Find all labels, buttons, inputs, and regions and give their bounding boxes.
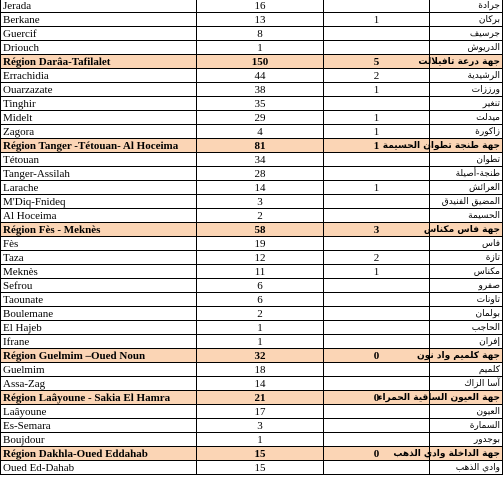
table-row (1, 335, 503, 349)
name-cell: Taza (1, 251, 197, 265)
count-cell: 18 (197, 363, 324, 377)
arabic-name-cell: جرسيف (430, 27, 503, 41)
arabic-name-cell: ورززات (430, 83, 503, 97)
count-cell: 14 (197, 181, 324, 195)
name-cell: Région Darâa-Tafilalet (1, 55, 197, 69)
count-cell: 3 (197, 195, 324, 209)
table-row (1, 237, 503, 251)
name-cell: Assa-Zag (1, 377, 197, 391)
name-cell: Taounate (1, 293, 197, 307)
name-cell: Région Dakhla-Oued Eddahab (1, 447, 197, 461)
count-cell: 8 (197, 27, 324, 41)
count-cell: 1 (197, 41, 324, 55)
name-cell: Région Guelmim –Oued Noun (1, 349, 197, 363)
table-row (1, 279, 503, 293)
name-cell: Ifrane (1, 335, 197, 349)
name-cell: Région Laâyoune - Sakia El Hamra (1, 391, 197, 405)
count-cell: 1 (197, 321, 324, 335)
name-cell: Laâyoune (1, 405, 197, 419)
secondary-count-cell (324, 153, 430, 167)
secondary-count-cell (324, 209, 430, 223)
secondary-count-cell (324, 321, 430, 335)
arabic-name-cell: ميدلت (430, 111, 503, 125)
count-cell: 28 (197, 167, 324, 181)
name-cell: Larache (1, 181, 197, 195)
name-cell: Driouch (1, 41, 197, 55)
count-cell: 6 (197, 279, 324, 293)
secondary-count-cell (324, 97, 430, 111)
region-row (1, 55, 503, 69)
name-cell: Guelmim (1, 363, 197, 377)
region-row (1, 139, 503, 153)
name-cell: Tanger-Assilah (1, 167, 197, 181)
secondary-count-cell: 3 (324, 223, 430, 237)
secondary-count-cell: 1 (324, 181, 430, 195)
count-cell: 15 (197, 461, 324, 475)
count-cell: 32 (197, 349, 324, 363)
arabic-name-cell: فاس (430, 237, 503, 251)
secondary-count-cell (324, 335, 430, 349)
arabic-name-cell: كلميم (430, 363, 503, 377)
count-cell: 34 (197, 153, 324, 167)
arabic-name-cell: العيون (430, 405, 503, 419)
table-row (1, 153, 503, 167)
arabic-name-cell: إفران (430, 335, 503, 349)
name-cell: Oued Ed-Dahab (1, 461, 197, 475)
table-row (1, 13, 503, 27)
secondary-count-cell: 1 (324, 83, 430, 97)
region-row (1, 447, 503, 461)
secondary-count-cell: 1 (324, 125, 430, 139)
secondary-count-cell (324, 0, 430, 13)
arabic-name-cell: العرائش (430, 181, 503, 195)
name-cell: Tinghir (1, 97, 197, 111)
arabic-name-cell: بركان (430, 13, 503, 27)
secondary-count-cell (324, 195, 430, 209)
count-cell: 19 (197, 237, 324, 251)
name-cell: Guercif (1, 27, 197, 41)
count-cell: 1 (197, 433, 324, 447)
count-cell: 38 (197, 83, 324, 97)
name-cell: Berkane (1, 13, 197, 27)
table-row (1, 41, 503, 55)
secondary-count-cell (324, 363, 430, 377)
arabic-name-cell: وادي الذهب (430, 461, 503, 475)
table-row (1, 97, 503, 111)
secondary-count-cell: 5 (324, 55, 430, 69)
name-cell: Boujdour (1, 433, 197, 447)
table-row (1, 0, 503, 13)
secondary-count-cell: 0 (324, 349, 430, 363)
secondary-count-cell (324, 27, 430, 41)
arabic-name-cell: الرشيدية (430, 69, 503, 83)
secondary-count-cell (324, 307, 430, 321)
count-cell: 11 (197, 265, 324, 279)
count-cell: 13 (197, 13, 324, 27)
secondary-count-cell (324, 237, 430, 251)
count-cell: 29 (197, 111, 324, 125)
region-row (1, 391, 503, 405)
secondary-count-cell (324, 377, 430, 391)
secondary-count-cell (324, 279, 430, 293)
name-cell: Tétouan (1, 153, 197, 167)
count-cell: 21 (197, 391, 324, 405)
table-row (1, 419, 503, 433)
arabic-name-cell: جهة درعة تافيلالت (430, 55, 503, 69)
count-cell: 58 (197, 223, 324, 237)
count-cell: 35 (197, 97, 324, 111)
name-cell: Région Fès - Meknès (1, 223, 197, 237)
secondary-count-cell: 1 (324, 265, 430, 279)
count-cell: 6 (197, 293, 324, 307)
secondary-count-cell (324, 405, 430, 419)
name-cell: El Hajeb (1, 321, 197, 335)
arabic-name-cell: المضيق الفنيدق (430, 195, 503, 209)
name-cell: Boulemane (1, 307, 197, 321)
count-cell: 14 (197, 377, 324, 391)
name-cell: Sefrou (1, 279, 197, 293)
secondary-count-cell: 1 (324, 13, 430, 27)
arabic-name-cell: السمارة (430, 419, 503, 433)
arabic-name-cell: بولمان (430, 307, 503, 321)
count-cell: 3 (197, 419, 324, 433)
secondary-count-cell: 2 (324, 251, 430, 265)
table-row (1, 83, 503, 97)
arabic-name-cell: تطوان (430, 153, 503, 167)
name-cell: Fès (1, 237, 197, 251)
table-row (1, 69, 503, 83)
table-row (1, 167, 503, 181)
name-cell: Es-Semara (1, 419, 197, 433)
count-cell: 44 (197, 69, 324, 83)
secondary-count-cell: 1 (324, 111, 430, 125)
arabic-name-cell: تنغير (430, 97, 503, 111)
secondary-count-cell: 2 (324, 69, 430, 83)
region-row (1, 349, 503, 363)
name-cell: Errachidia (1, 69, 197, 83)
arabic-name-cell: جهة كلميم واد نون (430, 349, 503, 363)
table-row (1, 265, 503, 279)
count-cell: 12 (197, 251, 324, 265)
table-row (1, 461, 503, 475)
arabic-name-cell: جهة العيون الساقية الحمراء (430, 391, 503, 405)
secondary-count-cell: 0 (324, 391, 430, 405)
table-row (1, 195, 503, 209)
name-cell: Jerada (1, 0, 197, 13)
count-cell: 81 (197, 139, 324, 153)
table-row (1, 307, 503, 321)
table-row (1, 363, 503, 377)
table-body (1, 0, 503, 475)
count-cell: 2 (197, 307, 324, 321)
arabic-name-cell: تاونات (430, 293, 503, 307)
secondary-count-cell (324, 293, 430, 307)
table-row (1, 251, 503, 265)
region-row (1, 223, 503, 237)
arabic-name-cell: صفرو (430, 279, 503, 293)
table-row (1, 321, 503, 335)
secondary-count-cell: 1 (324, 139, 430, 153)
secondary-count-cell (324, 433, 430, 447)
name-cell: Ouarzazate (1, 83, 197, 97)
arabic-name-cell: جرادة (430, 0, 503, 13)
count-cell: 16 (197, 0, 324, 13)
arabic-name-cell: بوجدور (430, 433, 503, 447)
name-cell: Midelt (1, 111, 197, 125)
arabic-name-cell: طنجة-أصيلة (430, 167, 503, 181)
arabic-name-cell: جهة طنجة تطوان الحسيمة (430, 139, 503, 153)
table-row (1, 433, 503, 447)
secondary-count-cell (324, 41, 430, 55)
table-row (1, 27, 503, 41)
secondary-count-cell: 0 (324, 447, 430, 461)
secondary-count-cell (324, 167, 430, 181)
table-row (1, 293, 503, 307)
table-row (1, 405, 503, 419)
name-cell: M'Diq-Fnideq (1, 195, 197, 209)
table-row (1, 111, 503, 125)
table-row (1, 209, 503, 223)
name-cell: Zagora (1, 125, 197, 139)
secondary-count-cell (324, 461, 430, 475)
count-cell: 15 (197, 447, 324, 461)
count-cell: 1 (197, 335, 324, 349)
arabic-name-cell: الحاجب (430, 321, 503, 335)
count-cell: 2 (197, 209, 324, 223)
secondary-count-cell (324, 419, 430, 433)
table-row (1, 377, 503, 391)
name-cell: Al Hoceima (1, 209, 197, 223)
arabic-name-cell: تازة (430, 251, 503, 265)
name-cell: Meknès (1, 265, 197, 279)
name-cell: Région Tanger -Tétouan- Al Hoceima (1, 139, 197, 153)
arabic-name-cell: جهة فاس مكناس (430, 223, 503, 237)
count-cell: 150 (197, 55, 324, 69)
table-row (1, 181, 503, 195)
arabic-name-cell: مكناس (430, 265, 503, 279)
count-cell: 17 (197, 405, 324, 419)
arabic-name-cell: زاكورة (430, 125, 503, 139)
arabic-name-cell: الدريوش (430, 41, 503, 55)
arabic-name-cell: آسا الزاك (430, 377, 503, 391)
count-cell: 4 (197, 125, 324, 139)
table-row (1, 125, 503, 139)
arabic-name-cell: جهة الداخلة وادي الذهب (430, 447, 503, 461)
arabic-name-cell: الحسيمة (430, 209, 503, 223)
